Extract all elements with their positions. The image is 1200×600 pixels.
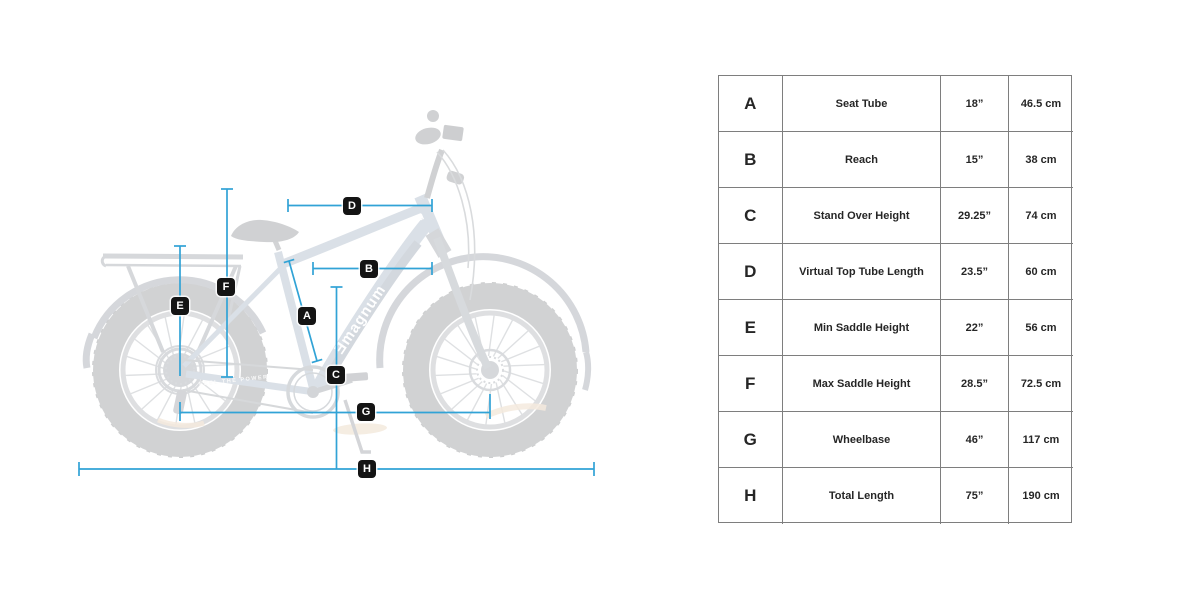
spec-name-H: Total Length [783, 468, 941, 524]
front-wheel [404, 284, 576, 456]
spec-cm-G: 117 cm [1009, 412, 1073, 468]
saddle [231, 220, 299, 250]
chainstay-decal-text: FEEL THE POWER [198, 374, 269, 388]
spec-name-F: Max Saddle Height [783, 356, 941, 412]
spec-name-D: Virtual Top Tube Length [783, 244, 941, 300]
spec-cm-B: 38 cm [1009, 132, 1073, 188]
spec-inches-E: 22” [941, 300, 1009, 356]
spec-name-B: Reach [783, 132, 941, 188]
model-decal-text: Nomad [396, 212, 426, 232]
spec-cm-A: 46.5 cm [1009, 76, 1073, 132]
spec-inches-G: 46” [941, 412, 1009, 468]
dim-label-C: C [327, 366, 345, 384]
spec-letter-F: F [719, 356, 783, 412]
spec-inches-A: 18” [941, 76, 1009, 132]
spec-name-G: Wheelbase [783, 412, 941, 468]
dim-label-A: A [298, 307, 316, 325]
dim-label-H: H [358, 460, 376, 478]
spec-cm-H: 190 cm [1022, 490, 1060, 502]
spec-cm-E: 56 cm [1009, 300, 1073, 356]
spec-letter-C: C [719, 188, 783, 244]
spec-letter-A: A [719, 76, 783, 132]
dim-label-D: D [343, 197, 361, 215]
brand-decal-text: Ǝmagnum [330, 281, 390, 358]
dim-label-G: G [357, 403, 375, 421]
spec-name-C: Stand Over Height [783, 188, 941, 244]
spec-inches-B: 15” [941, 132, 1009, 188]
spec-letter-G: G [719, 412, 783, 468]
spec-name-A: Seat Tube [783, 76, 941, 132]
spec-cm-D: 60 cm [1009, 244, 1073, 300]
dim-label-B: B [360, 260, 378, 278]
spec-inches-C: 29.25” [941, 188, 1009, 244]
dim-label-F: F [217, 278, 235, 296]
dim-label-E: E [171, 297, 189, 315]
spec-letter-E: E [719, 300, 783, 356]
spec-inches-F: 28.5” [941, 356, 1009, 412]
spec-table [718, 75, 1072, 523]
spec-letter-B: B [719, 132, 783, 188]
spec-letter-D: D [719, 244, 783, 300]
spec-inches-H: 75” [941, 468, 1009, 524]
spec-name-E: Min Saddle Height [783, 300, 941, 356]
spec-letter-H: H [719, 468, 783, 524]
spec-inches-D: 23.5” [941, 244, 1009, 300]
spec-cm-F: 72.5 cm [1009, 356, 1073, 412]
spec-cm-C: 74 cm [1009, 188, 1073, 244]
